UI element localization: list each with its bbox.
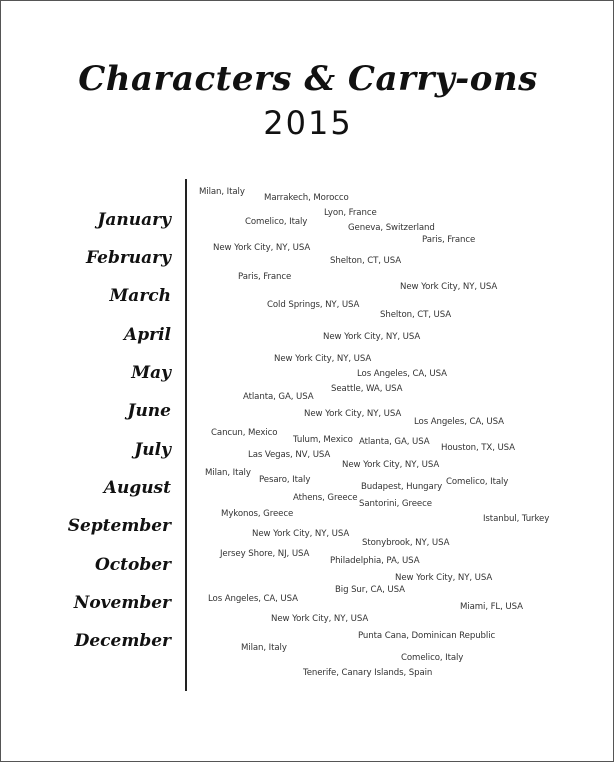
month-label-october: October: [94, 555, 171, 575]
place-label: Marrakech, Morocco: [264, 193, 349, 203]
month-label-august: August: [103, 478, 171, 498]
place-label: Atlanta, GA, USA: [243, 392, 314, 402]
place-label: Atlanta, GA, USA: [359, 437, 430, 447]
place-label: Stonybrook, NY, USA: [362, 538, 450, 548]
place-label: Istanbul, Turkey: [483, 514, 550, 524]
month-label-january: January: [97, 210, 171, 230]
place-label: Lyon, France: [324, 208, 377, 218]
place-label: New York City, NY, USA: [304, 409, 402, 419]
place-label: Paris, France: [422, 235, 476, 245]
place-label: Tenerife, Canary Islands, Spain: [303, 668, 433, 678]
place-label: New York City, NY, USA: [252, 529, 350, 539]
month-label-april: April: [124, 325, 171, 345]
place-label: New York City, NY, USA: [395, 573, 493, 583]
place-label: Tulum, Mexico: [293, 435, 353, 445]
place-label: Comelico, Italy: [245, 217, 308, 227]
place-label: Jersey Shore, NJ, USA: [220, 549, 310, 559]
place-label: Comelico, Italy: [401, 653, 464, 663]
month-label-november: November: [73, 593, 171, 613]
month-label-june: June: [127, 401, 171, 421]
place-label: Las Vegas, NV, USA: [248, 450, 331, 460]
place-label: Los Angeles, CA, USA: [414, 417, 504, 427]
month-label-july: July: [134, 440, 171, 460]
place-label: Cancun, Mexico: [211, 428, 278, 438]
place-label: Shelton, CT, USA: [330, 256, 402, 266]
place-label: Paris, France: [238, 272, 292, 282]
place-label: Pesaro, Italy: [259, 475, 311, 485]
month-label-february: February: [85, 248, 171, 268]
place-label: Los Angeles, CA, USA: [208, 594, 298, 604]
poster-title: Characters & Carry-ons: [78, 59, 538, 99]
poster-year: 2015: [263, 104, 353, 142]
place-label: Budapest, Hungary: [361, 482, 443, 492]
month-label-september: September: [67, 516, 171, 536]
month-label-march: March: [109, 286, 171, 306]
place-label: Athens, Greece: [293, 493, 358, 503]
place-label: Milan, Italy: [199, 187, 245, 197]
place-label: Santorini, Greece: [359, 499, 432, 509]
place-label: New York City, NY, USA: [213, 243, 311, 253]
place-label: Mykonos, Greece: [221, 509, 294, 519]
place-label: New York City, NY, USA: [323, 332, 421, 342]
place-label: Big Sur, CA, USA: [335, 585, 405, 595]
place-label: New York City, NY, USA: [274, 354, 372, 364]
place-label: Shelton, CT, USA: [380, 310, 452, 320]
month-label-december: December: [74, 631, 171, 651]
place-label: Milan, Italy: [205, 468, 251, 478]
place-label: Comelico, Italy: [446, 477, 509, 487]
timeline-divider: [185, 179, 187, 691]
place-label: Cold Springs, NY, USA: [267, 300, 360, 310]
place-label: Philadelphia, PA, USA: [330, 556, 420, 566]
place-label: Houston, TX, USA: [441, 443, 515, 453]
place-label: Los Angeles, CA, USA: [357, 369, 447, 379]
place-label: Seattle, WA, USA: [331, 384, 403, 394]
place-label: New York City, NY, USA: [342, 460, 440, 470]
place-label: New York City, NY, USA: [271, 614, 369, 624]
place-label: Geneva, Switzerland: [348, 223, 435, 233]
place-label: Punta Cana, Dominican Republic: [358, 631, 496, 641]
place-label: Milan, Italy: [241, 643, 287, 653]
month-label-may: May: [131, 363, 171, 383]
place-label: Miami, FL, USA: [460, 602, 523, 612]
place-label: New York City, NY, USA: [400, 282, 498, 292]
